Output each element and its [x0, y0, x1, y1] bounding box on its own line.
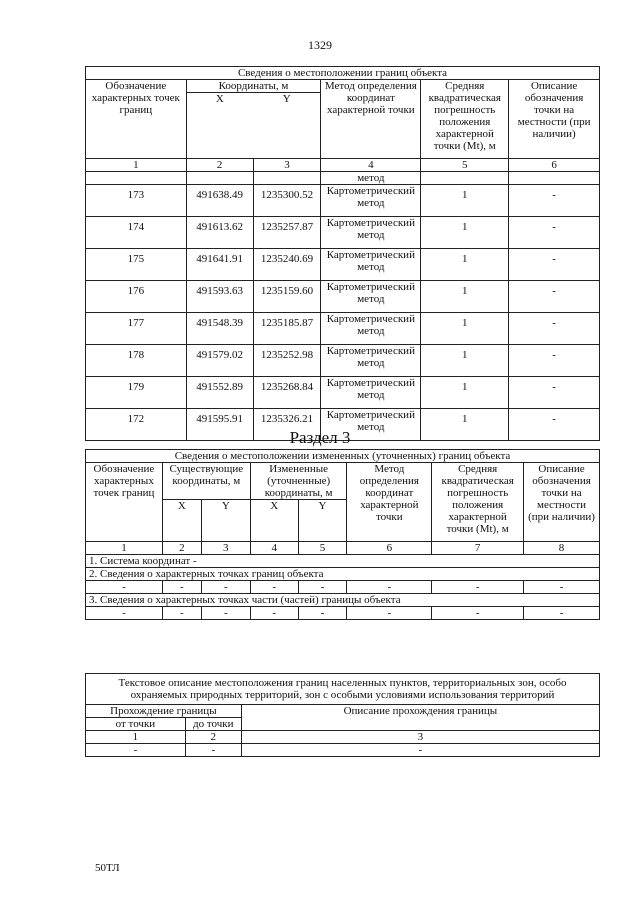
header-error: Средняя квадратическая погрешность положения характерной точки (Mt), м	[432, 463, 524, 542]
method: Картометрический метод	[321, 281, 421, 313]
col-num: 7	[432, 542, 524, 555]
boundary-coordinates-table	[85, 66, 600, 441]
page-number: 1329	[308, 38, 332, 52]
col-num: 4	[250, 542, 298, 555]
header-y: Y	[298, 500, 347, 542]
error-mt: 1	[421, 345, 509, 377]
table-title: Текстовое описание местоположения границ населенных пунктов, территориальных зон, особо охраняемых природных территорий, зон с особыми условиями использования территорий	[86, 674, 600, 705]
dash-cell: -	[86, 581, 163, 594]
dash-cell: -	[347, 607, 432, 620]
coord-y: 1235257.87	[253, 217, 321, 249]
header-method: Метод определения координат характерной точки	[321, 80, 421, 159]
table-row	[86, 607, 600, 620]
dash-cell: -	[86, 744, 186, 757]
header-x: X	[250, 500, 298, 542]
coord-y: 1235240.69	[253, 249, 321, 281]
table-row	[86, 281, 600, 313]
part-points-info-line: 3. Сведения о характерных точках части (частей) границы объекта	[86, 594, 600, 607]
dash-cell: -	[250, 581, 298, 594]
dash-cell: -	[524, 607, 600, 620]
description: -	[509, 249, 600, 281]
error-mt: 1	[421, 377, 509, 409]
page-footer-code: 50ТЛ	[95, 862, 120, 874]
method: Картометрический метод	[321, 185, 421, 217]
text-description-table	[85, 673, 600, 757]
table-row	[86, 581, 600, 594]
col-num: 2	[186, 159, 253, 172]
header-x: X	[162, 500, 201, 542]
dash-cell: -	[432, 581, 524, 594]
point-id: 173	[86, 185, 187, 217]
col-num: 1	[86, 542, 163, 555]
method: Картометрический метод	[321, 313, 421, 345]
table-row	[86, 313, 600, 345]
coord-y: 1235185.87	[253, 313, 321, 345]
col-num: 1	[86, 159, 187, 172]
dash-cell: -	[162, 607, 201, 620]
header-description: Описание обозначения точки на местности (при наличии)	[509, 80, 600, 159]
header-points: Обозначение характерных точек границ	[86, 463, 163, 542]
description: -	[509, 409, 600, 441]
coord-y: 1235159.60	[253, 281, 321, 313]
error-mt: 1	[421, 217, 509, 249]
table-title: Сведения о местоположении границ объекта	[86, 67, 600, 80]
description: -	[509, 313, 600, 345]
point-id: 177	[86, 313, 187, 345]
description: -	[509, 345, 600, 377]
error-mt: 1	[421, 409, 509, 441]
table-title: Сведения о местоположении измененных (уточненных) границ объекта	[86, 450, 600, 463]
error-mt: 1	[421, 313, 509, 345]
point-id: 175	[86, 249, 187, 281]
header-error: Средняя квадратическая погрешность положения характерной точки (Mt), м	[421, 80, 509, 159]
header-coords: Координаты, м	[186, 80, 321, 93]
points-info-line: 2. Сведения о характерных точках границ объекта	[86, 568, 600, 581]
coord-y: 1235252.98	[253, 345, 321, 377]
error-mt: 1	[421, 185, 509, 217]
header-description: Описание обозначения точки на местности (при наличии)	[524, 463, 600, 542]
header-method: Метод определения координат характерной точки	[347, 463, 432, 542]
col-num: 3	[253, 159, 321, 172]
section-heading: Раздел 3	[289, 428, 351, 447]
header-y: Y	[253, 93, 321, 159]
coord-y: 1235300.52	[253, 185, 321, 217]
header-changed: Измененные (уточненные) координаты, м	[250, 463, 347, 500]
coord-x: 491579.02	[186, 345, 253, 377]
point-id: 178	[86, 345, 187, 377]
error-mt: 1	[421, 249, 509, 281]
point-id: 172	[86, 409, 187, 441]
col-num: 6	[347, 542, 432, 555]
dash-cell: -	[201, 607, 250, 620]
changed-boundary-table	[85, 449, 600, 620]
point-id: 174	[86, 217, 187, 249]
dash-cell: -	[298, 607, 347, 620]
header-passage: Прохождение границы	[86, 705, 242, 718]
coord-x: 491593.63	[186, 281, 253, 313]
coord-y: 1235326.21	[253, 409, 321, 441]
error-mt: 1	[421, 281, 509, 313]
col-num: 5	[298, 542, 347, 555]
table-row	[86, 185, 600, 217]
table-row	[86, 744, 600, 757]
col-num: 3	[241, 731, 599, 744]
dash-cell: -	[347, 581, 432, 594]
header-to: до точки	[185, 718, 241, 731]
table-row	[86, 249, 600, 281]
dash-cell: -	[524, 581, 600, 594]
col-num: 3	[201, 542, 250, 555]
coord-x: 491638.49	[186, 185, 253, 217]
col-num: 4	[321, 159, 421, 172]
coord-y: 1235268.84	[253, 377, 321, 409]
carry-over-method: метод	[321, 172, 421, 185]
coord-x: 491641.91	[186, 249, 253, 281]
table-row	[86, 377, 600, 409]
coord-x: 491548.39	[186, 313, 253, 345]
dash-cell: -	[86, 607, 163, 620]
header-x: X	[186, 93, 253, 159]
header-existing: Существующие координаты, м	[162, 463, 250, 500]
method: Картометрический метод	[321, 217, 421, 249]
description: -	[509, 281, 600, 313]
method: Картометрический метод	[321, 409, 421, 441]
dash-cell: -	[162, 581, 201, 594]
dash-cell: -	[250, 607, 298, 620]
header-from: от точки	[86, 718, 186, 731]
point-id: 179	[86, 377, 187, 409]
col-num: 2	[185, 731, 241, 744]
col-num: 6	[509, 159, 600, 172]
header-points: Обозначение характерных точек границ	[86, 80, 187, 159]
table-row	[86, 345, 600, 377]
col-num: 2	[162, 542, 201, 555]
dash-cell: -	[185, 744, 241, 757]
dash-cell: -	[241, 744, 599, 757]
dash-cell: -	[432, 607, 524, 620]
dash-cell: -	[298, 581, 347, 594]
dash-cell: -	[201, 581, 250, 594]
coord-x: 491613.62	[186, 217, 253, 249]
description: -	[509, 217, 600, 249]
col-num: 1	[86, 731, 186, 744]
description: -	[509, 185, 600, 217]
coord-x: 491552.89	[186, 377, 253, 409]
header-passage-description: Описание прохождения границы	[241, 705, 599, 731]
col-num: 8	[524, 542, 600, 555]
method: Картометрический метод	[321, 345, 421, 377]
point-id: 176	[86, 281, 187, 313]
description: -	[509, 377, 600, 409]
method: Картометрический метод	[321, 249, 421, 281]
method: Картометрический метод	[321, 377, 421, 409]
coord-x: 491595.91	[186, 409, 253, 441]
header-y: Y	[201, 500, 250, 542]
table-row	[86, 217, 600, 249]
coordinate-system-line: 1. Система координат -	[86, 555, 600, 568]
col-num: 5	[421, 159, 509, 172]
